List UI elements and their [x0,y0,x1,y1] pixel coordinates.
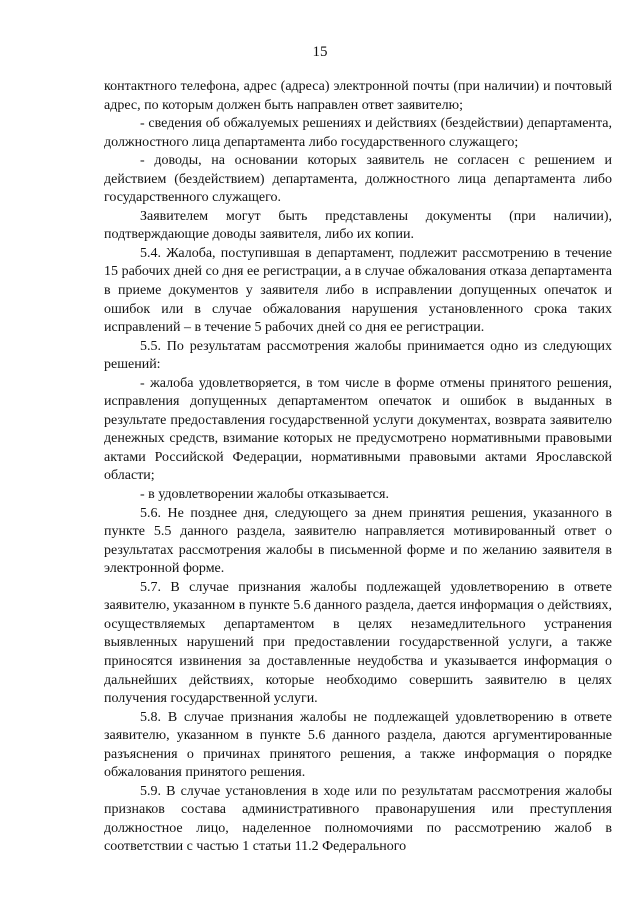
paragraph: - в удовлетворении жалобы отказывается. [140,487,389,503]
page-number: 15 [312,44,328,60]
document-body [104,78,612,857]
paragraph: - доводы, на основании которых заявитель не согласен с решением и действием (бездействием) департамента, должностного лица департамента либо государственного служащего. [104,153,612,206]
paragraph: Заявителем могут быть представлены документы (при наличии), подтверждающие доводы заявителя, либо их копии. [104,208,612,243]
paragraph: 5.4. Жалоба, поступившая в департамент, подлежит рассмотрению в течение 15 рабочих дней со дня ее регистрации, а в случае обжалования отказа департамента в приеме документов у заявителя либо в исправлении допущенных опечаток и ошибок или в случае обжалования нарушения установленного срока таких исправлений – в течение 5 рабочих дней со дня ее регистрации. [104,245,612,336]
paragraph: 5.5. По результатам рассмотрения жалобы принимается одно из следующих решений: [104,338,612,373]
paragraph: 5.7. В случае признания жалобы подлежащей удовлетворению в ответе заявителю, указанном в пункте 5.6 данного раздела, дается информация о действиях, осуществляемых департаментом в целях незамедлительного устранения выявленных нарушений при предоставлении государственной услуги, а также приносятся извинения за доставленные неудобства и указывается информация о дальнейших действиях, которые необходимо совершить заявителю в целях получения государственной услуги. [104,579,612,707]
paragraph: контактного телефона, адрес (адреса) электронной почты (при наличии) и почтовый адрес, по которым должен быть направлен ответ заявителю; [104,79,612,113]
paragraph: 5.6. Не позднее дня, следующего за днем принятия решения, указанного в пункте 5.5 данного раздела, заявителю направляется мотивированный ответ о результатах рассмотрения жалобы в письменной форме и по желанию заявителя в электронной форме. [104,505,612,577]
paragraph: - жалоба удовлетворяется, в том числе в форме отмены принятого решения, исправления допущенных департаментом опечаток и ошибок в выданных в результате предоставления государственной услуги документах, возврата заявителю денежных средств, взимание которых не предусмотрено нормативными правовыми актами Российской Федерации, нормативными правовыми актами Ярославской области; [104,375,612,484]
paragraph: 5.8. В случае признания жалобы не подлежащей удовлетворению в ответе заявителю, указанном в пункте 5.6 данного раздела, даются аргументированные разъяснения о причинах принятого решения, а также информация о порядке обжалования принятого решения. [104,709,612,781]
paragraph: - сведения об обжалуемых решениях и действиях (бездействии) департамента, должностного лица департамента либо государственного служащего; [104,116,612,150]
paragraph: 5.9. В случае установления в ходе или по результатам рассмотрения жалобы признаков состава административного правонарушения или преступления должностное лицо, наделенное полномочиями по рассмотрению жалоб в соответствии с частью 1 статьи 11.2 Федерального [104,783,612,855]
